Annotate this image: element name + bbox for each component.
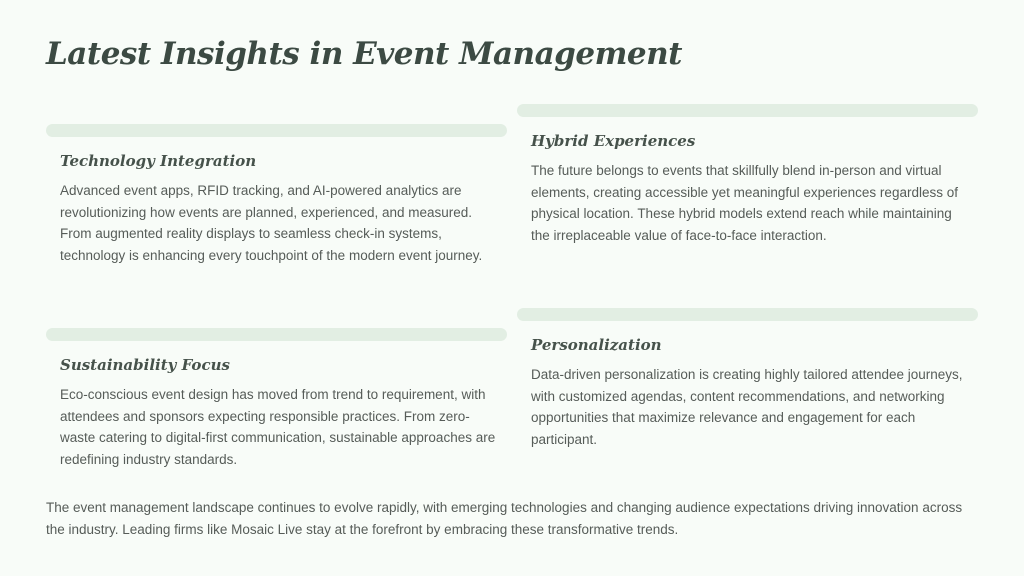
card-heading: Technology Integration [60, 152, 257, 170]
card-body: Eco-conscious event design has moved from trend to requirement, with attendees and sponsors expecting responsible practices. From zero-waste catering to digital-first communication, sustainable approaches are redefining industry standards. [60, 387, 496, 467]
card-heading: Hybrid Experiences [531, 132, 696, 150]
card-heading: Sustainability Focus [60, 356, 230, 374]
card-accent-bar [46, 328, 507, 341]
page-title: Latest Insights in Event Management [46, 36, 682, 72]
card-body: Data-driven personalization is creating highly tailored attendee journeys, with customized agendas, content recommendations, and networking opportunities that maximize relevance and engagement for each participant. [531, 367, 963, 447]
card-heading: Personalization [531, 336, 662, 354]
card-hybrid-experiences [517, 104, 978, 254]
card-accent-bar [517, 308, 978, 321]
card-sustainability-focus [46, 328, 507, 478]
card-accent-bar [517, 104, 978, 117]
card-technology-integration [46, 124, 507, 294]
card-accent-bar [46, 124, 507, 137]
card-body: Advanced event apps, RFID tracking, and AI-powered analytics are revolutionizing how events are planned, experienced, and measured. From augmented reality displays to seamless check-in systems, technology is enhancing every touchpoint of the modern event journey. [60, 183, 483, 263]
card-body: The future belongs to events that skillfully blend in-person and virtual elements, creating accessible yet meaningful experiences regardless of physical location. These hybrid models extend reach while maintaining the irreplaceable value of face-to-face interaction. [531, 163, 958, 243]
card-personalization [517, 308, 978, 458]
summary-paragraph: The event management landscape continues to evolve rapidly, with emerging technologies and changing audience expectations driving innovation across the industry. Leading firms like Mosaic Live stay at the forefront by embracing these transformative trends. [46, 500, 963, 537]
